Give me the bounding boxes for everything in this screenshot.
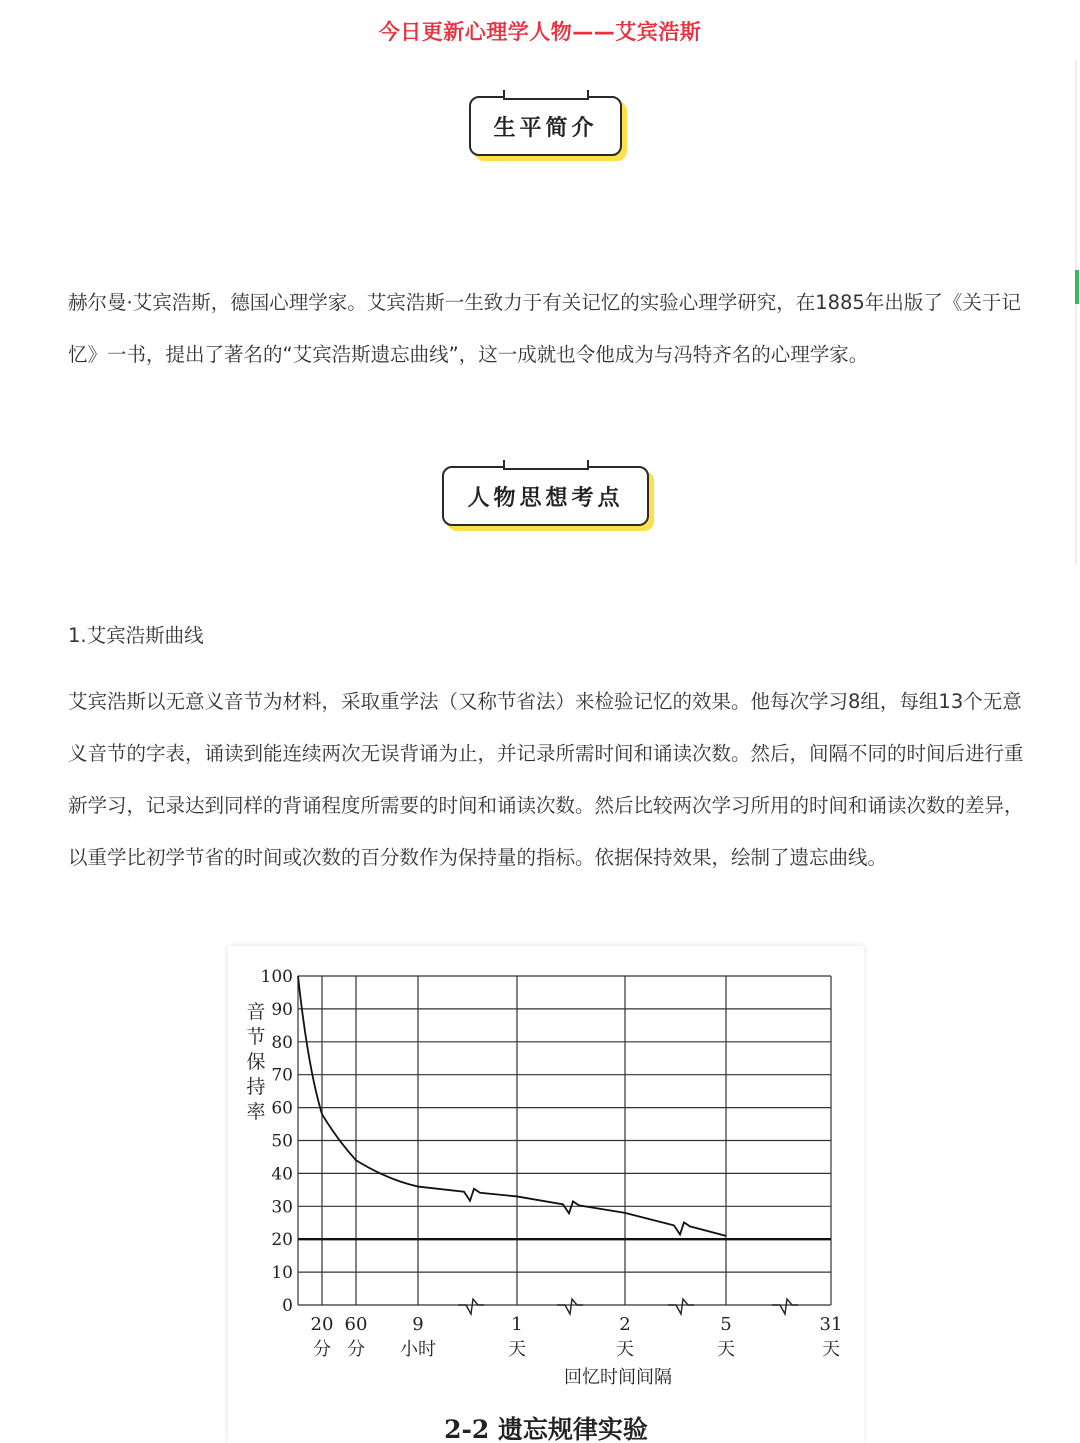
x-axis-break-mark xyxy=(458,1299,484,1314)
x-tick-label: 31 xyxy=(819,1314,843,1335)
y-tick-label: 30 xyxy=(271,1197,293,1218)
series-line xyxy=(298,976,726,1236)
section-header-tab xyxy=(503,90,589,100)
y-tick-label: 70 xyxy=(271,1065,293,1086)
y-tick-label: 80 xyxy=(271,1032,293,1053)
y-tick-label: 60 xyxy=(271,1098,293,1119)
x-tick-unit-label: 分 xyxy=(313,1339,331,1360)
point1-paragraph: 艾宾浩斯以无意义音节为材料，采取重学法（又称节省法）来检验记忆的效果。他每次学习8组，每组13个无意义音节的字表，诵读到能连续两次无误背诵为止，并记录所需时间和诵读次数。然后，间隔不同的时间后进行重新学习，记录达到同样的背诵程度所需要的时间和诵读次数。然后比较两次学习所用的时间和诵读次数的差异，以重学比初学节省的时间或次数的百分数作为保持量的指标。依据保持效果，绘制了遗忘曲线。 xyxy=(68,690,1024,869)
y-tick-label: 40 xyxy=(271,1164,293,1185)
section-header-bio xyxy=(469,96,622,156)
y-axis-label-char: 率 xyxy=(246,1101,266,1123)
x-axis-label: 回忆时间间隔 xyxy=(564,1367,672,1388)
scrollbar-thumb[interactable] xyxy=(1075,270,1079,304)
y-axis-label-char: 节 xyxy=(246,1026,266,1048)
section-header-ideas xyxy=(442,466,649,526)
article-title: 今日更新心理学人物——艾宾浩斯 xyxy=(378,20,702,44)
x-tick-label: 9 xyxy=(412,1314,424,1335)
y-axis-label-char: 音 xyxy=(246,1001,266,1023)
y-axis-label-char: 持 xyxy=(246,1076,266,1098)
x-axis-break-mark xyxy=(772,1299,798,1314)
y-tick-label: 90 xyxy=(271,999,293,1020)
forgetting-curve-chart xyxy=(228,946,864,1443)
x-axis-break-mark xyxy=(668,1299,694,1314)
y-tick-label: 0 xyxy=(282,1296,293,1316)
x-tick-label: 2 xyxy=(619,1314,631,1335)
x-tick-label: 60 xyxy=(344,1314,368,1335)
x-axis-break-mark xyxy=(557,1299,583,1314)
x-tick-unit-label: 天 xyxy=(616,1339,634,1360)
scrollbar-track[interactable] xyxy=(1075,60,1077,565)
x-tick-label: 5 xyxy=(720,1314,732,1335)
section-header-tab xyxy=(503,460,589,470)
figure-caption: 2-2 遗忘规律实验 xyxy=(444,1415,648,1443)
y-axis-label-char: 保 xyxy=(246,1051,266,1073)
y-tick-label: 20 xyxy=(271,1230,293,1251)
x-tick-unit-label: 小时 xyxy=(400,1339,436,1360)
x-tick-unit-label: 天 xyxy=(508,1339,526,1360)
y-tick-label: 10 xyxy=(271,1263,293,1284)
forgetting-curve-figure xyxy=(228,946,864,1443)
y-tick-label: 50 xyxy=(271,1131,293,1152)
point1-title: 1.艾宾浩斯曲线 xyxy=(68,624,204,647)
x-tick-unit-label: 天 xyxy=(717,1339,735,1360)
x-tick-label: 20 xyxy=(310,1314,334,1335)
y-tick-label: 100 xyxy=(260,967,293,987)
section-header-bio-label: 生平简介 xyxy=(493,115,598,141)
x-tick-label: 1 xyxy=(511,1314,523,1335)
section-header-ideas-label: 人物思想考点 xyxy=(467,485,624,511)
bio-paragraph: 赫尔曼·艾宾浩斯，德国心理学家。艾宾浩斯一生致力于有关记忆的实验心理学研究，在1885年出版了《关于记忆》一书，提出了著名的“艾宾浩斯遗忘曲线”，这一成就也令他成为与冯特齐名的心理学家。 xyxy=(68,291,1021,366)
x-tick-unit-label: 分 xyxy=(347,1339,365,1360)
x-tick-unit-label: 天 xyxy=(822,1339,840,1360)
